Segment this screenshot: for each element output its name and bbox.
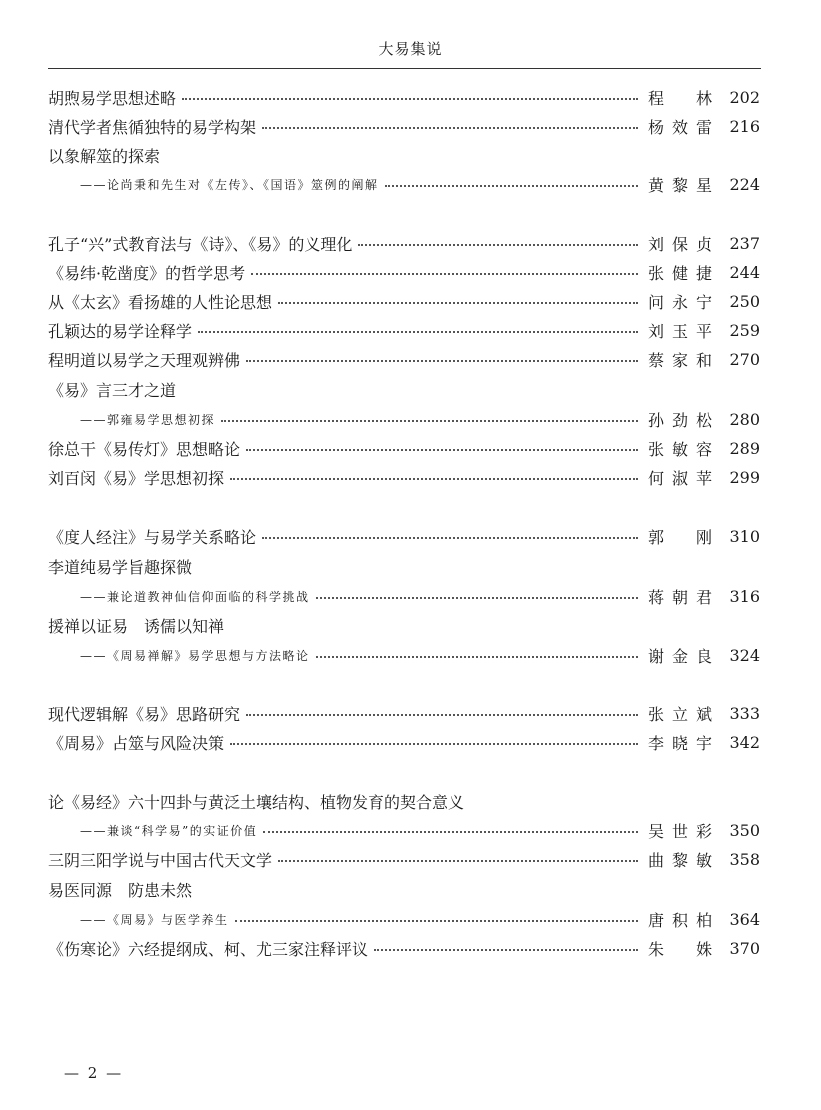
leader-dots	[262, 537, 638, 539]
entry-author: 李晓宇	[648, 733, 712, 753]
entry-page: 364	[729, 909, 760, 929]
toc-entry	[48, 729, 760, 755]
toc-entry	[48, 259, 760, 285]
toc-entry-heading	[48, 876, 760, 902]
entry-title: 三阴三阳学说与中国古代天文学	[48, 850, 273, 870]
entry-title: 论《易经》六十四卦与黄泛土壤结构、植物发育的契合意义	[48, 792, 465, 812]
toc-entry-subtitle	[48, 906, 760, 932]
entry-title: 《易》言三才之道	[48, 380, 177, 400]
toc-entry	[48, 846, 760, 872]
entry-page: 280	[729, 409, 760, 429]
entry-author: 张立斌	[648, 704, 712, 724]
entry-author: 蔡家和	[648, 350, 712, 370]
leader-dots	[262, 127, 638, 129]
entry-author: 唐积柏	[648, 910, 712, 930]
entry-subtitle: ——兼谈“科学易”的实证价值	[80, 823, 258, 838]
toc-entry	[48, 288, 760, 314]
page-number: — 2 —	[64, 1064, 124, 1082]
toc-entry	[48, 435, 760, 461]
entry-author: 刘玉平	[648, 321, 712, 341]
entry-title: 胡煦易学思想述略	[48, 88, 177, 108]
entry-author: 张健捷	[648, 263, 712, 283]
entry-page: 299	[729, 467, 760, 487]
leader-dots	[385, 185, 638, 187]
toc-entry	[48, 346, 760, 372]
toc-entry-heading	[48, 612, 760, 638]
toc-entry-subtitle	[48, 171, 760, 197]
toc-entry	[48, 230, 760, 256]
entry-subtitle: ——《周易》与医学养生	[80, 912, 229, 927]
leader-dots	[246, 449, 638, 451]
leader-dots	[221, 420, 638, 422]
entry-title: 《伤寒论》六经提纲成、柯、尤三家注释评议	[48, 939, 369, 959]
entry-title: 孔颖达的易学诠释学	[48, 321, 193, 341]
entry-page: 202	[729, 87, 760, 107]
entry-author: 黄黎星	[648, 175, 712, 195]
entry-title: 孔子“兴”式教育法与《诗》、《易》的义理化	[48, 234, 353, 254]
entry-title: 刘百闵《易》学思想初探	[48, 468, 225, 488]
toc-entry-heading	[48, 376, 760, 402]
entry-author: 何淑苹	[648, 468, 712, 488]
toc-entry	[48, 700, 760, 726]
entry-title: 援禅以证易 诱儒以知禅	[48, 616, 225, 636]
leader-dots	[182, 98, 638, 100]
leader-dots	[198, 331, 638, 333]
toc-entry-subtitle	[48, 642, 760, 668]
entry-author: 谢金良	[648, 646, 712, 666]
entry-title: 从《太玄》看扬雄的人性论思想	[48, 292, 273, 312]
entry-author: 蒋朝君	[648, 587, 712, 607]
entry-title: 程明道以易学之天理观辨佛	[48, 350, 241, 370]
toc-entry-subtitle	[48, 817, 760, 843]
toc-entry	[48, 113, 760, 139]
leader-dots	[263, 831, 638, 833]
entry-page: 237	[729, 233, 760, 253]
toc-entry-heading	[48, 142, 760, 168]
leader-dots	[316, 656, 638, 658]
entry-page: 289	[729, 438, 760, 458]
entry-page: 270	[729, 349, 760, 369]
leader-dots	[235, 920, 638, 922]
entry-page: 224	[729, 174, 760, 194]
entry-page: 316	[729, 586, 760, 606]
leader-dots	[246, 360, 638, 362]
entry-author: 问永宁	[648, 292, 712, 312]
entry-page: 310	[729, 526, 760, 546]
entry-author: 杨效雷	[648, 117, 712, 137]
entry-title: 《周易》占筮与风险决策	[48, 733, 225, 753]
entry-subtitle: ——《周易禅解》易学思想与方法略论	[80, 648, 310, 663]
entry-author: 孙劲松	[648, 410, 712, 430]
toc-entry	[48, 464, 760, 490]
entry-subtitle: ——郭雍易学思想初探	[80, 412, 216, 427]
toc-entry	[48, 317, 760, 343]
toc-entry-heading	[48, 553, 760, 579]
toc-entry	[48, 523, 760, 549]
toc-entry	[48, 84, 760, 110]
entry-author: 刘保贞	[648, 234, 712, 254]
entry-author: 曲黎敏	[648, 850, 712, 870]
entry-author: 吴世彩	[648, 821, 712, 841]
leader-dots	[230, 743, 638, 745]
leader-dots	[251, 273, 638, 275]
entry-title: 徐总干《易传灯》思想略论	[48, 439, 241, 459]
entry-page: 259	[729, 320, 760, 340]
entry-page: 250	[729, 291, 760, 311]
entry-title: 《易纬·乾凿度》的哲学思考	[48, 263, 246, 283]
entry-page: 350	[729, 820, 760, 840]
entry-author: 郭刚	[648, 527, 712, 547]
leader-dots	[316, 597, 638, 599]
leader-dots	[230, 478, 638, 480]
entry-title: 李道纯易学旨趣探微	[48, 557, 193, 577]
header-rule	[48, 68, 761, 69]
leader-dots	[278, 302, 638, 304]
entry-subtitle: ——兼论道教神仙信仰面临的科学挑战	[80, 589, 310, 604]
leader-dots	[358, 244, 638, 246]
entry-title: 以象解筮的探索	[48, 146, 161, 166]
toc-entry	[48, 935, 760, 961]
entry-page: 342	[729, 732, 760, 752]
entry-page: 244	[729, 262, 760, 282]
entry-author: 朱姝	[648, 939, 712, 959]
entry-author: 张敏容	[648, 439, 712, 459]
leader-dots	[246, 714, 638, 716]
leader-dots	[374, 949, 638, 951]
entry-page: 216	[729, 116, 760, 136]
entry-subtitle: ——论尚秉和先生对《左传》、《国语》筮例的阐解	[80, 177, 379, 192]
entry-title: 现代逻辑解《易》思路研究	[48, 704, 241, 724]
entry-page: 333	[729, 703, 760, 723]
entry-title: 清代学者焦循独特的易学构架	[48, 117, 257, 137]
running-head: 大易集说	[378, 40, 443, 58]
entry-author: 程林	[648, 88, 712, 108]
entry-title: 《度人经注》与易学关系略论	[48, 527, 257, 547]
leader-dots	[278, 860, 638, 862]
toc-entry-heading	[48, 788, 760, 814]
toc-entry-subtitle	[48, 583, 760, 609]
entry-title: 易医同源 防患未然	[48, 880, 193, 900]
toc-entry-subtitle	[48, 406, 760, 432]
entry-page: 370	[729, 938, 760, 958]
entry-page: 358	[729, 849, 760, 869]
entry-page: 324	[729, 645, 760, 665]
